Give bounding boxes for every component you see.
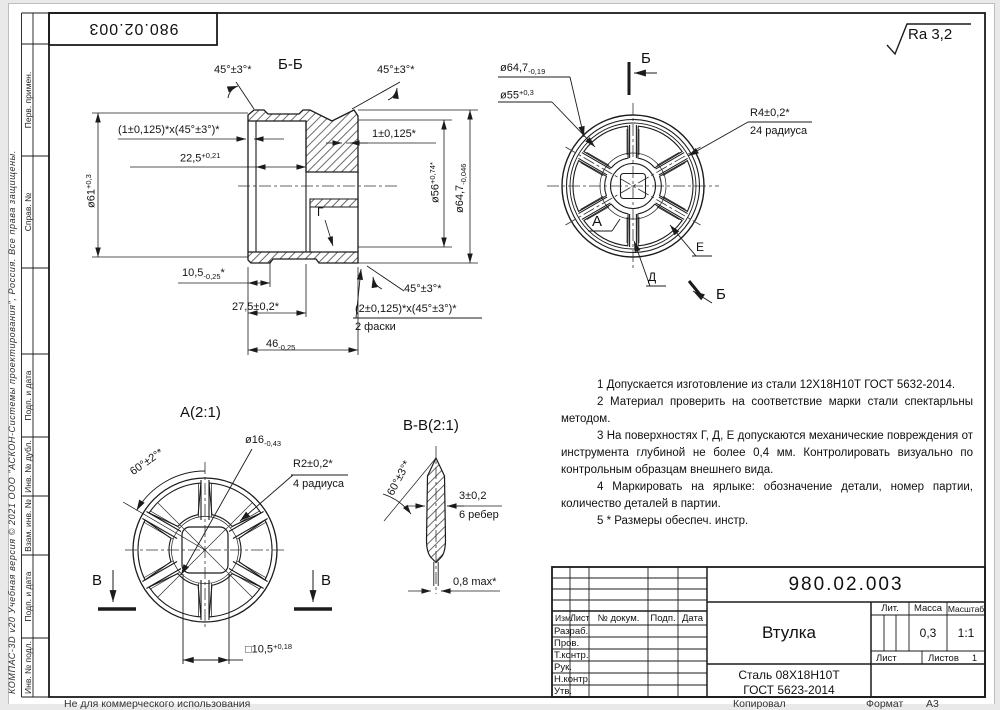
dim-22-5: $22,5^{+0,21}$ (180, 151, 221, 165)
margin-label-podp-data-1: Подп. и дата (23, 370, 33, 421)
tb-row-tkontr: Т.контр. (554, 650, 589, 661)
tb-col-izm: Изм. (555, 613, 574, 623)
tb-col-ndoc: № докум. (597, 613, 640, 624)
dim-chamfer-tr: 45°±3°* (377, 64, 415, 76)
dim-chamfer-2: (2±0,125)*x(45°±3°)* (355, 303, 457, 315)
margin-label-perv-primen: Перв. примен. (23, 71, 33, 129)
margin-label-sprav-no: Справ. № (23, 192, 33, 232)
tb-sheets-value: 1 (972, 653, 978, 663)
tb-row-razrab: Разраб. (554, 626, 589, 637)
tb-row-utv: Утв. (554, 686, 573, 697)
footer-not-commercial: Не для коммерческого использования (64, 698, 251, 710)
tb-col-list: Лист (570, 613, 590, 623)
tb-row-ruk: Рук. (554, 662, 572, 673)
tb-part-name: Втулка (761, 623, 817, 642)
section-letter-b-top: Б (641, 50, 651, 67)
watermark-text: КОМПАС-3D v20 Учебная версия © 2021 ООО "АСКОН-Системы проектирования", Россия. Все права защищены. (7, 150, 17, 694)
tb-row-nkontr: Н.контр. (554, 674, 591, 685)
section-letter-b-bottom: Б (716, 286, 726, 303)
tb-row-prov: Пров. (554, 638, 580, 649)
dim-10-5: $10,5_{-0,25}*$ (182, 267, 225, 281)
dim-46: $46_{-0,25}$ (266, 338, 296, 352)
tb-col-podp: Подп. (650, 613, 676, 624)
dim-r4: R4±0,2* (750, 107, 790, 119)
tb-material-line2: ГОСТ 5623-2014 (743, 683, 835, 697)
tech-req-item: 3 На поверхностях Г, Д, Е допускаются механические повреждения от инструмента глубиной не более 0,4 мм. Контролировать визуально по контрольным образцам внешнего вида. (561, 430, 973, 476)
dim-r4-count: 24 радиуса (750, 125, 808, 137)
dim-r2-count: 4 радиуса (293, 478, 344, 490)
dim-dia-64-7-tol: $ø64,7_{-0,046}$ (454, 163, 468, 213)
view-vv-title: В-В(2:1) (403, 417, 459, 434)
roughness-value: Ra 3,2 (908, 26, 953, 43)
tb-lit-label: Лит. (881, 603, 899, 614)
tb-mass-label: Масса (913, 603, 943, 614)
dim-3-02: 3±0,2 (459, 490, 487, 502)
dim-dia-64-7: $ø64,7_{-0,19}$ (500, 62, 546, 76)
corner-stamp-number: 980.02.003 (88, 20, 179, 37)
surface-label-d: Д (648, 270, 657, 284)
dim-chamfer-1: (1±0,125)*x(45°±3°)* (118, 124, 220, 136)
tb-sheets-label: Листов (928, 653, 959, 664)
view-a-title: А(2:1) (180, 404, 221, 421)
dim-dia-16: $ø16_{-0,43}$ (245, 434, 282, 448)
dim-chamfer-br: 45°±3°* (404, 283, 442, 295)
dim-60-2: 60°±2°* (128, 446, 166, 478)
dim-0-8-max: 0,8 max* (453, 576, 497, 588)
tb-sheet-label: Лист (876, 653, 897, 664)
tech-req-item: 2 Материал проверить на соответствие марки стали спектарльны методом. (561, 396, 973, 425)
margin-label-vzam-inv: Взам. инв. № (23, 499, 33, 552)
view-bb-title: Б-Б (278, 56, 303, 73)
section-letter-v-left: В (92, 572, 103, 589)
tb-material-line1: Сталь 08Х18Н10Т (738, 668, 840, 682)
tb-scale-label: Масштаб (947, 604, 985, 614)
dim-r2: R2±0,2* (293, 458, 333, 470)
footer-format-value: А3 (926, 698, 939, 710)
dim-ribs-count: 6 ребер (459, 509, 499, 521)
tech-req-item: 4 Маркировать на ярлыке: обозначение детали, номер партии, количество деталей в партии. (561, 481, 973, 510)
tech-req-item: 5 * Размеры обеспеч. инстр. (597, 515, 749, 527)
footer-format-label: Формат (866, 698, 904, 710)
section-letter-v-right: В (321, 572, 332, 589)
footer-copied-by: Копировал (733, 698, 786, 710)
dim-dia-61: $ø61^{+0,3}$ (84, 174, 98, 208)
tb-mass-value: 0,3 (919, 626, 937, 640)
dim-dia-56: $ø56^{+0,74*}$ (428, 162, 442, 203)
view-front (498, 62, 812, 303)
tech-req-item: 1 Допускается изготовление из стали 12Х18Н10Т ГОСТ 5632-2014. (597, 379, 956, 391)
margin-label-inv-dubl: Инв. № дубл. (23, 440, 33, 493)
dim-sq-10-5: $□10,5^{+0,18}$ (245, 642, 293, 656)
detail-letter-a: А (592, 213, 603, 230)
dim-chamfer-tl: 45°±3°* (214, 64, 252, 76)
technical-requirements (561, 377, 973, 530)
surface-label-e: Е (696, 240, 705, 254)
tb-doc-number: 980.02.003 (788, 574, 904, 595)
tb-scale-value: 1:1 (957, 626, 975, 640)
dim-60-3: 60°±3°* (385, 458, 414, 498)
surface-label-g: Г (317, 205, 324, 219)
margin-label-podp-data-2: Подп. и дата (23, 571, 33, 622)
dim-27-5: 27,5±0,2* (232, 301, 280, 313)
dim-dia-55: $ø55^{+0,3}$ (500, 88, 534, 102)
tb-col-data: Дата (681, 613, 704, 624)
dim-chamfer-2-count: 2 фаски (355, 321, 396, 333)
dim-1-0125: 1±0,125* (372, 128, 416, 140)
margin-label-inv-podl: Инв. № подл. (23, 641, 33, 694)
